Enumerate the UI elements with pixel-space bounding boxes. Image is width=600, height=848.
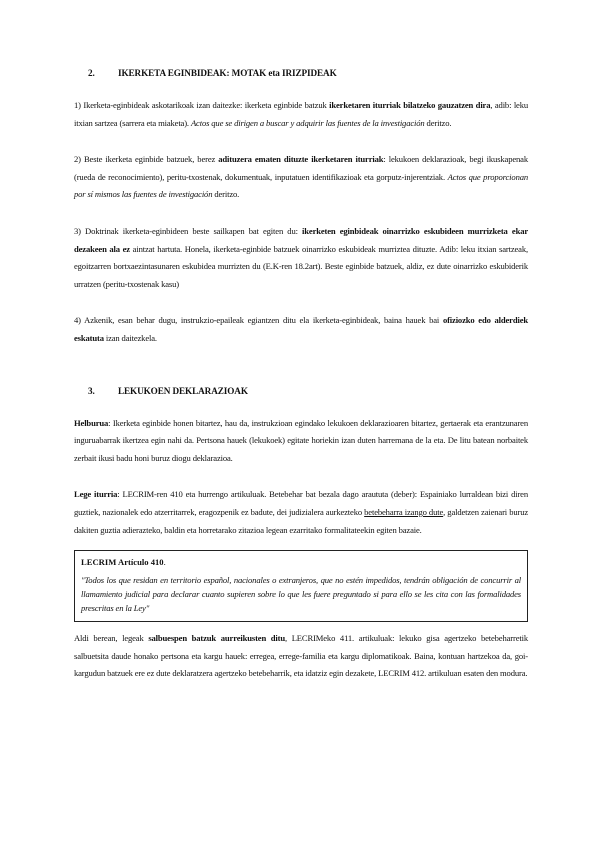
section-2-heading xyxy=(74,68,528,78)
paragraph-3-3: Aldi berean, legeak salbuespen batzuk aurreikusten ditu, LECRIMeko 411. artikuluak: lekuko gisa agertzeko betebeharretik salbuetsita daude honako pertsona eta kargu hauek: erregea, errege-familia eta kargu diplomatikoak. Baina, kontuan hartzekoa da, goi-kargudun batzuek ere ez dute deklaratzera agertzeko betebeharrik, eta idatziz egin dezakete, LECRIM 412. artikuluan esaten den modura. xyxy=(74,633,528,679)
paragraph-3-1: Helburua: Ikerketa eginbide honen bitartez, hau da, instrukzioan egindako lekukoen deklarazioaren bitartez, gertaerak eta erantzunaren inguruabarrak ikertzea egin nahi da. Pertsona hauek (lekukoek) egitate horiekin izan duten harremana de la eta. De litu batean norbaitek zerbait ikusi badu honi buruz diogu deklarazioa. xyxy=(74,417,528,463)
paragraph-3-2: Lege iturria: LECRIM-ren 410 eta hurrengo artikuluak. Betebehar bat bezala dago araututa (deber): Espainiako lurraldean bizi diren guztiek, nazionalek edo atzerritarrek, eragozpenik ez badute, dei judizialera aurkezteko betebeharra izango dute, galdetzen zaienari buruz dakiten guztia adierazteko, baldin eta horretarako zitazioa legean ezarritako formalitateekin egiten bazaie. xyxy=(74,489,529,535)
bold-phrase: ikerketaren iturriak bilatzeko gauzatzen dira xyxy=(329,100,491,110)
section-2-number: 2. xyxy=(88,68,95,78)
bold-label: Helburua xyxy=(74,417,109,428)
section-3-number: 3. xyxy=(88,385,95,396)
italic-phrase: Actos que proporcionan por sí mismos las fuentes de investigación xyxy=(74,171,529,200)
section-3-heading xyxy=(74,386,528,396)
document-page xyxy=(74,68,528,683)
bold-phrase: salbuespen batzuk aurreikusten ditu xyxy=(148,633,285,644)
paragraph-2-4: 4) Azkenik, esan behar dugu, instrukzio-epaileak egiantzen ditu ela ikerketa-eginbideak, baina hauek bai ofiziozko edo alderdiek eskatuta izan daitezkela. xyxy=(74,315,528,343)
section-3-title: LEKUKOEN DEKLARAZIOAK xyxy=(118,385,248,396)
paragraph-2-2: 2) Beste ikerketa eginbide batzuek, berez adituzera ematen dituzte ikerketaren iturriak: lekukoen deklarazioak, begi ikuskapenak (rueda de reconocimiento), peritu-txostenak, dokumentuak, inputatuen identifikazioak eta gorputz-injerentziak. Actos que proporcionan por sí mismos las fuentes de investigación deritzo. xyxy=(74,154,529,200)
quote-box-title: LECRIM Artículo 410. xyxy=(81,557,166,568)
paragraph-2-3: 3) Doktrinak ikerketa-eginbideen beste sailkapen bat egiten du: ikerketen eginbideak oinarrizko eskubideen murrizketa ekar dezakeen ala ez aintzat hartuta. Honela, ikerketa-eginbide batzuek oinarrizko eskubideak murriztea dituzte. Adib: leku itxian sartzeak, egoitzarren bortxaezintasunaren eskubidea murrizten du (E.K-ren 18.2art). Beste eginbide batzuek, aldiz, ez dute oinarrizko eskubiderik urratzen (peritu-txostenak kasu) xyxy=(74,225,529,289)
paragraph-2-1: 1) Ikerketa-eginbideak askotarikoak izan daitezke: ikerketa eginbide batzuk ikerketaren iturriak bilatzeko gauzatzen dira, adib: leku itxian sartzea (sarrera eta miaketa). Actos que se dirigen a buscar y adquirir las fuentes de la investigación deritzo. xyxy=(74,100,529,128)
bold-phrase: adituzera ematen dituzte ikerketaren iturriak xyxy=(218,154,384,165)
bold-label: Lege iturria xyxy=(74,489,118,500)
bold-phrase: ofiziozko edo alderdiek eskatuta xyxy=(74,315,528,343)
bold-phrase: ikerketen eginbideak oinarrizko eskubideen murrizketa ekar dezakeen ala ez xyxy=(74,225,529,254)
section-2-title: IKERKETA EGINBIDEAK: MOTAK eta IRIZPIDEAK xyxy=(118,68,337,78)
underlined-phrase: betebeharra izango dute xyxy=(364,506,444,517)
quote-box xyxy=(74,550,528,622)
quote-text: "Todos los que residan en territorio español, nacionales o extranjeros, que no estén impedidos, tendrán obligación de concurrir al llamamiento judicial para declarar cuanto supieren sobre lo que les fuere preguntado si para ello se les cita con las formalidades prescritas en la Ley" xyxy=(81,575,521,614)
italic-phrase: Actos que se dirigen a buscar y adquirir las fuentes de la investigación xyxy=(190,117,425,128)
